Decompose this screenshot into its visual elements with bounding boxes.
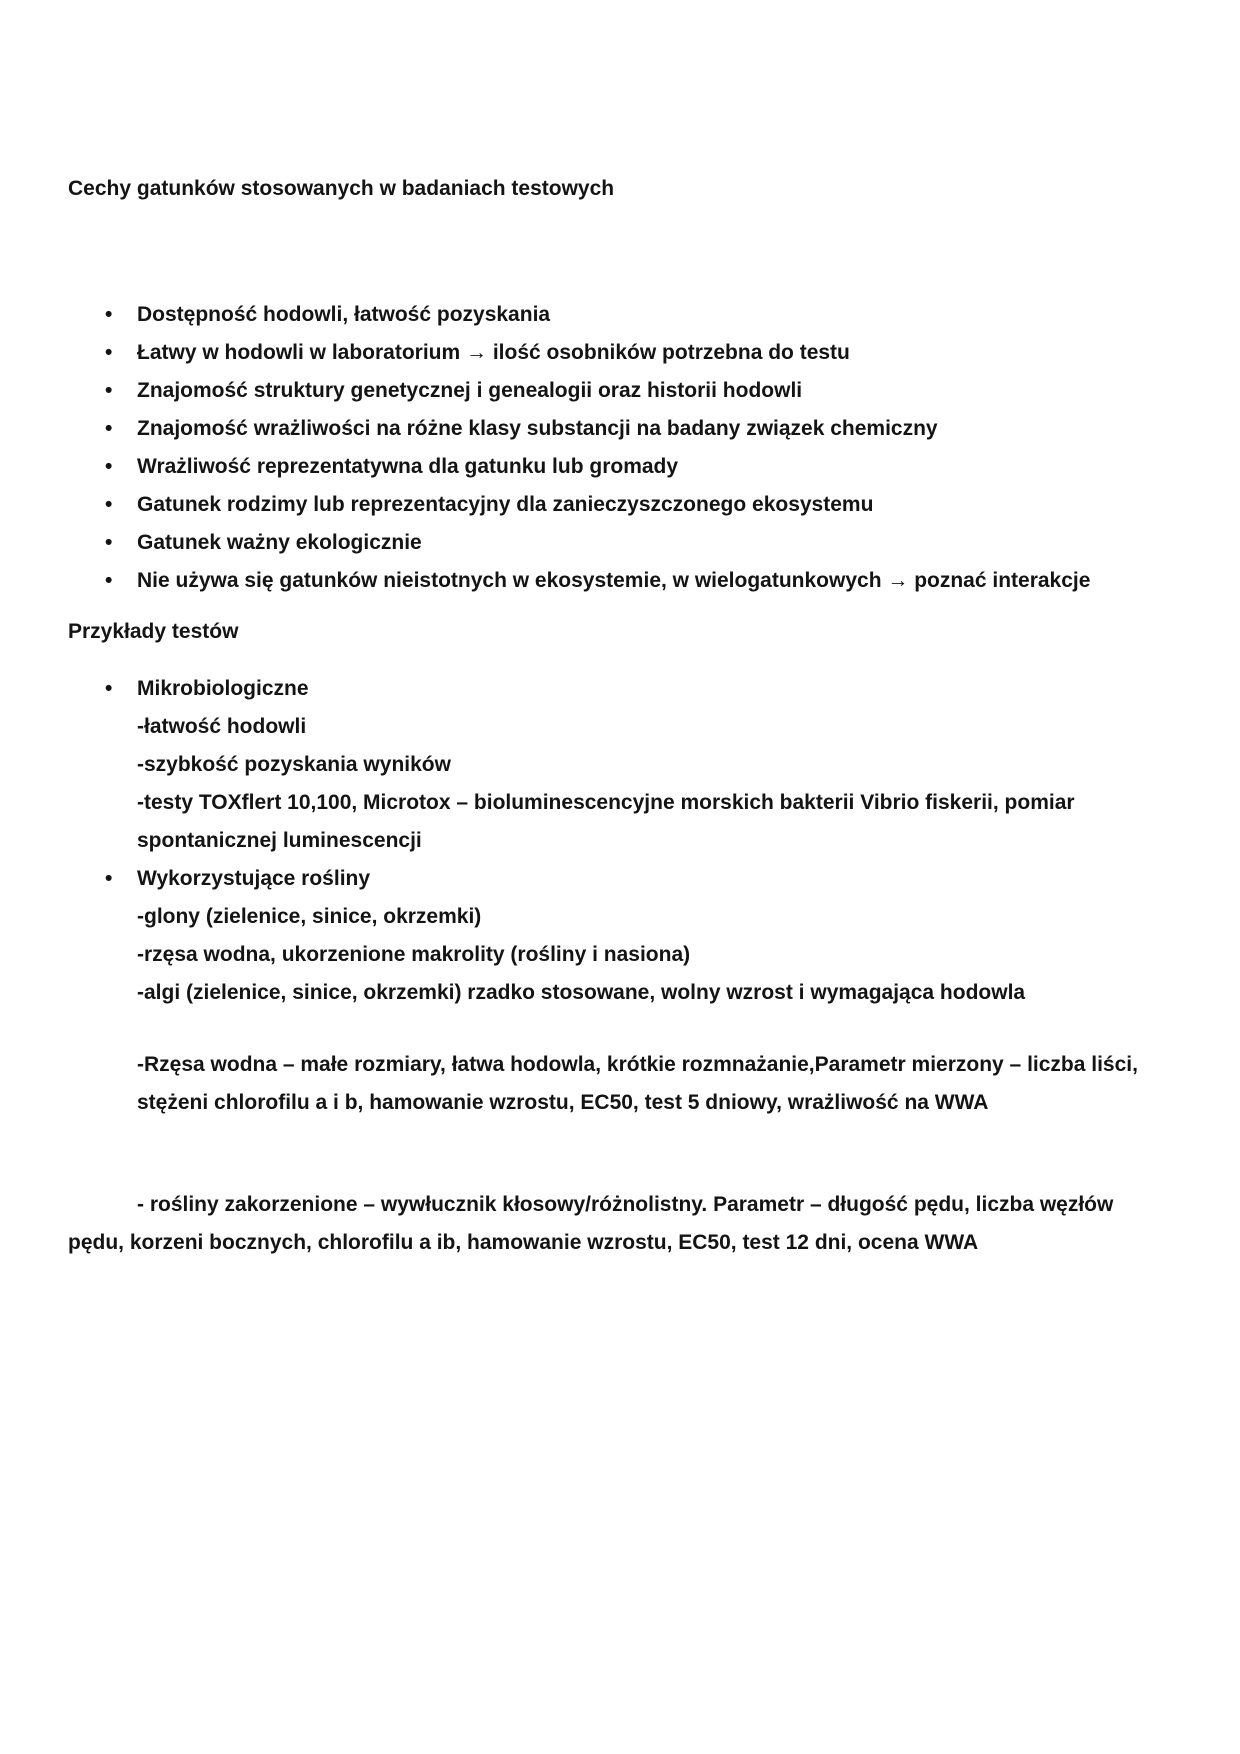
list-item-microbiological [68,670,1154,860]
section-heading-examples: Przykłady testów [68,620,239,643]
test-block [137,860,1154,1012]
bullet-icon: • [105,303,113,326]
bullet-icon: • [105,531,113,554]
list-item [68,334,1154,372]
list-item-text: Gatunek rodzimy lub reprezentacyjny dla zanieczyszczonego ekosystemu [137,493,874,516]
list-item-text: Nie używa się gatunków nieistotnych w ekosystemie, w wielogatunkowych → poznać interakcje [137,569,1091,592]
list-item [68,524,1154,562]
test-detail-line: -rzęsa wodna, ukorzenione makrolity (rośliny i nasiona) [137,943,691,966]
test-detail-line: -glony (zielenice, sinice, okrzemki) [137,905,482,928]
bullet-icon: • [105,677,113,700]
test-detail-line: -łatwość hodowli [137,715,307,738]
bullet-icon: • [105,417,113,440]
list-item-text: Znajomość wrażliwości na różne klasy substancji na badany związek chemiczny [137,417,938,440]
test-block [137,670,1154,860]
test-detail-line: -szybkość pozyskania wyników [137,753,451,776]
tests-list [68,670,1154,1012]
list-item-text: Dostępność hodowli, łatwość pozyskania [137,303,551,326]
test-detail-line: -testy TOXflert 10,100, Microtox – bioluminescencyjne morskich bakterii Vibrio fiskerii, pomiar spontanicznej luminescencji [137,791,1075,852]
paragraph-rooted-plants: - rośliny zakorzenione – wywłucznik kłosowy/różnolistny. Parametr – długość pędu, liczba węzłów pędu, korzeni bocznych, chlorofilu a ib, hamowanie wzrostu, EC50, test 12 dni, ocena WWA [68,1193,1114,1254]
list-item [68,296,1154,334]
list-item-plants [68,860,1154,1012]
list-item-text: Wrażliwość reprezentatywna dla gatunku lub gromady [137,455,679,478]
bullet-icon: • [105,341,113,364]
test-label: Wykorzystujące rośliny [137,867,371,890]
paragraph-duckweed: -Rzęsa wodna – małe rozmiary, łatwa hodowla, krótkie rozmnażanie,Parametr mierzony – liczba liści, stężeni chlorofilu a i b, hamowanie wzrostu, EC50, test 5 dniowy, wrażliwość na WWA [137,1053,1138,1114]
bullet-icon: • [105,455,113,478]
bullet-icon: • [105,569,113,592]
list-item-text: Znajomość struktury genetycznej i genealogii oraz historii hodowli [137,379,803,402]
test-label: Mikrobiologiczne [137,677,309,700]
list-item [68,410,1154,448]
list-item [68,372,1154,410]
bullet-icon: • [105,379,113,402]
list-item [68,448,1154,486]
features-list [68,296,1154,600]
test-detail-line: -algi (zielenice, sinice, okrzemki) rzadko stosowane, wolny wzrost i wymagająca hodowla [137,981,1026,1004]
list-item [68,486,1154,524]
bullet-icon: • [105,493,113,516]
page-title: Cechy gatunków stosowanych w badaniach testowych [68,177,615,200]
bullet-icon: • [105,867,113,890]
list-item [68,562,1154,600]
list-item-text: Gatunek ważny ekologicznie [137,531,422,554]
list-item-text: Łatwy w hodowli w laboratorium → ilość osobników potrzebna do testu [137,341,850,364]
